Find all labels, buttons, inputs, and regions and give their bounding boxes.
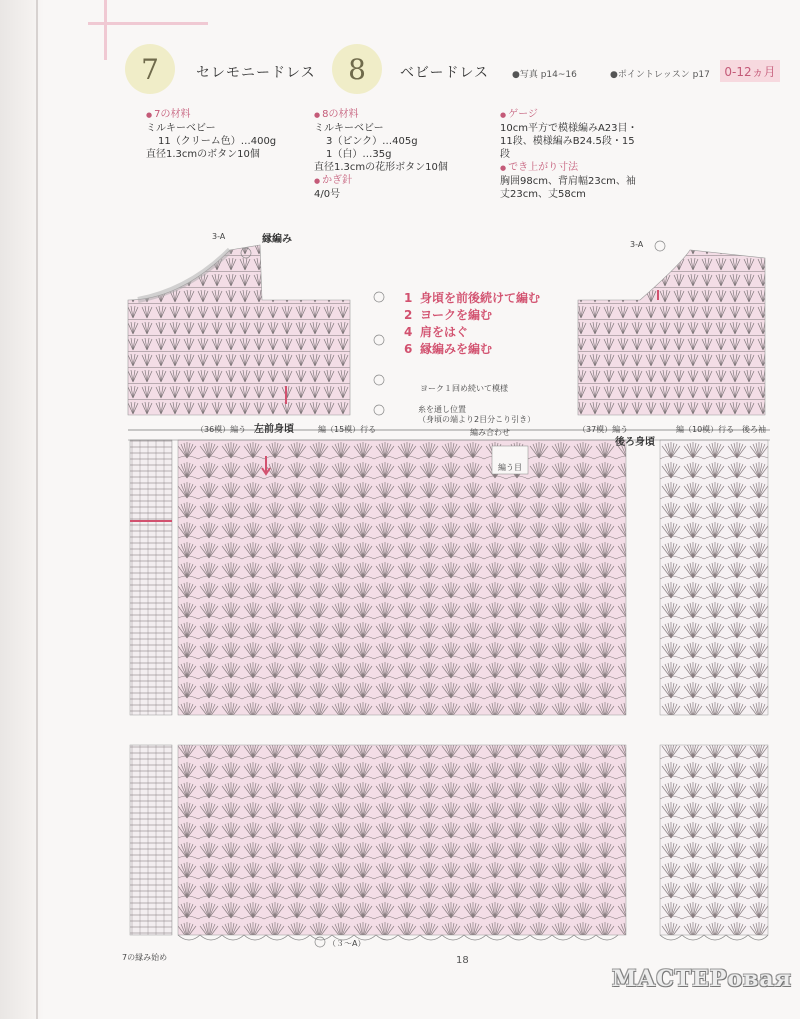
size-line-1: 胸囲98cm、背肩幅23cm、袖 bbox=[500, 176, 636, 187]
back-hem-scallops bbox=[660, 935, 768, 940]
gauge-heading: ● ゲージ bbox=[500, 108, 638, 122]
gauge-line-2: 11段、模様編みB24.5段・15 bbox=[500, 136, 635, 147]
circled-step-icon bbox=[374, 405, 384, 415]
size-line-2: 丈23cm、丈58cm bbox=[500, 189, 586, 200]
bottom-start-label: 7の縁み始め bbox=[122, 953, 168, 962]
circled-step-icon bbox=[374, 375, 384, 385]
materials-8-heading: ● 8の材料 bbox=[314, 108, 448, 122]
hem-scallops bbox=[178, 935, 618, 940]
circled-step-icon bbox=[374, 335, 384, 345]
materials-8-buttons: 直径1.3cmの花形ボタン10個 bbox=[314, 162, 448, 173]
front-band-upper bbox=[130, 440, 172, 715]
materials-8-color-a: 3（ピンク）…405g bbox=[326, 136, 418, 147]
sleeve-note: 後ろ袖 bbox=[742, 425, 766, 434]
edging-label: 縁編み bbox=[262, 234, 292, 245]
materials-8-color-b: 1（白）…35g bbox=[326, 149, 392, 160]
join-note: 編み合わせ bbox=[470, 428, 510, 437]
circled-step-icon bbox=[655, 241, 665, 251]
page-number: 18 bbox=[456, 955, 469, 966]
photo-reference: ●写真 p14~16 bbox=[512, 70, 577, 80]
back-chart-upper bbox=[660, 440, 768, 715]
count-mid: 編（15模）行る bbox=[318, 425, 377, 434]
gauge-line-1: 10cm平方で模様編みA23目・ bbox=[500, 123, 638, 134]
step-6: 6 縁編みを編む bbox=[404, 342, 493, 356]
thread-note-2: （身頃の端より2目分こり引き） bbox=[418, 415, 536, 424]
pattern-number-badge-8: 8 bbox=[332, 44, 382, 94]
lesson-reference: ●ポイントレッスン p17 bbox=[610, 70, 710, 80]
count-back: （37模）編う bbox=[578, 425, 629, 434]
pattern-number-badge-7: 7 bbox=[125, 44, 175, 94]
back-chart-lower bbox=[660, 745, 768, 935]
materials-7-buttons: 直径1.3cmのボタン10個 bbox=[146, 149, 260, 160]
materials-7-heading: ● 7の材料 bbox=[146, 108, 276, 122]
gauge-line-3: 段 bbox=[500, 149, 510, 160]
bottom-mark: （３〜A） bbox=[328, 939, 366, 948]
top-mark-left: 3-A bbox=[212, 232, 226, 241]
size-heading: ● でき上がり寸法 bbox=[500, 161, 638, 175]
hook-heading: ● かぎ針 bbox=[314, 174, 448, 188]
top-mark-right: 3-A bbox=[630, 240, 644, 249]
thread-note-1: 糸を通し位置 bbox=[418, 405, 466, 414]
step-2: 2 ヨークを編む bbox=[404, 308, 493, 322]
body-chart-upper bbox=[178, 440, 626, 715]
step-4: 4 肩をはぐ bbox=[404, 325, 469, 339]
left-front-label: 左前身頃 bbox=[254, 424, 294, 435]
materials-7-color: 11（クリーム色）…400g bbox=[158, 136, 277, 147]
materials-7-yarn: ミルキーベビー bbox=[146, 123, 216, 134]
step-1: 1 身頃を前後続けて編む bbox=[404, 291, 541, 305]
back-label: 後ろ身頃 bbox=[615, 437, 655, 448]
yoke-note: ヨーク１回め続いて模様 bbox=[420, 384, 508, 393]
body-chart-lower bbox=[178, 745, 626, 935]
age-badge: 0-12ヵ月 bbox=[720, 60, 780, 82]
count-left: （36模）編う bbox=[196, 425, 247, 434]
circled-step-icon bbox=[374, 292, 384, 302]
front-band-lower bbox=[130, 745, 172, 935]
circled-step-icon bbox=[315, 937, 325, 947]
materials-8-yarn: ミルキーベビー bbox=[314, 123, 384, 134]
left-yoke bbox=[128, 245, 350, 415]
pattern-title-8: ベビードレス bbox=[400, 65, 490, 81]
watermark-logo: МАСТЕРовая bbox=[612, 966, 792, 992]
pattern-title-7: セレモニードレス bbox=[196, 65, 316, 81]
construction-steps bbox=[404, 290, 540, 358]
right-yoke bbox=[578, 250, 765, 415]
hook-size: 4/0号 bbox=[314, 189, 341, 200]
count-back-2: 編（10模）行る bbox=[676, 425, 735, 434]
center-note: 編う目 bbox=[498, 463, 522, 472]
